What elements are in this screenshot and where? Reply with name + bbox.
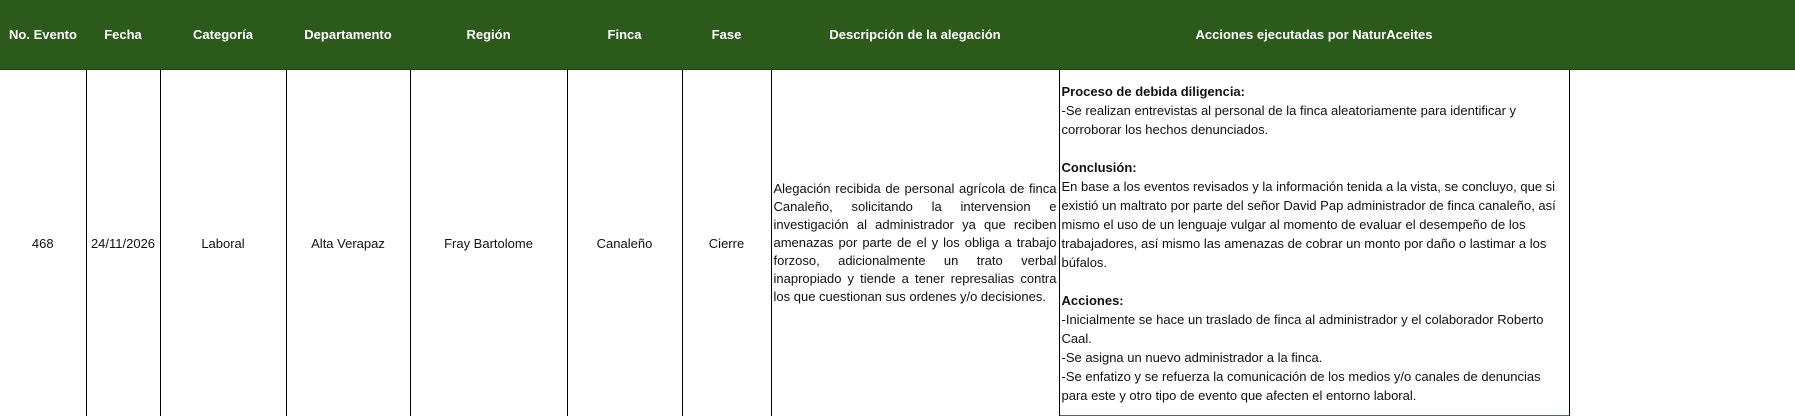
cell-finca: Canaleño: [567, 70, 682, 416]
header-row: [0, 0, 1795, 70]
cell-no-evento: 468: [0, 70, 86, 416]
cell-categoria: Laboral: [160, 70, 286, 416]
header-fase: Fase: [682, 0, 771, 70]
descripcion-text: Alegación recibida de personal agrícola de finca Canaleño, solicitando la intervension e investigación al administrador ya que reciben amenazas por parte de el y los obliga a trabajo forzoso, adicionalmente un trato verbal inapropiado y tiende a tener represalias contra los que cuestionan sus ordenes y/o decisiones.: [774, 180, 1057, 306]
header-categoria: Categoría: [160, 0, 286, 70]
spacer: [1062, 272, 1567, 291]
header-region: Región: [410, 0, 567, 70]
acciones-title: Acciones:: [1062, 291, 1567, 310]
cell-fase: Cierre: [682, 70, 771, 416]
conclusion-title: Conclusión:: [1062, 158, 1567, 177]
cell-region: Fray Bartolome: [410, 70, 567, 416]
header-finca: Finca: [567, 0, 682, 70]
table-row: [0, 70, 1795, 416]
accion-item: -Se asigna un nuevo administrador a la finca.: [1062, 348, 1567, 367]
proceso-text: -Se realizan entrevistas al personal de la finca aleatoriamente para identificar y corroborar los hechos denunciados.: [1062, 101, 1567, 139]
cell-acciones: [1059, 70, 1569, 416]
proceso-title: Proceso de debida diligencia:: [1062, 82, 1567, 101]
cell-descripcion: [771, 70, 1059, 416]
conclusion-text: En base a los eventos revisados y la información tenida a la vista, se concluyo, que si existió un maltrato por parte del señor David Pap administrador de finca canaleño, así mismo el uso de un lenguaje vulgar al momento de evaluar el desempeño de los trabajadores, así mismo las amenazas de cobrar un monto por daño o lastimar a los búfalos.: [1062, 177, 1567, 272]
accion-item: -Inicialmente se hace un traslado de finca al administrador y el colaborador Roberto Caal.: [1062, 310, 1567, 348]
cell-departamento: Alta Verapaz: [286, 70, 410, 416]
spacer: [1062, 139, 1567, 158]
header-acciones: Acciones ejecutadas por NaturAceites: [1059, 0, 1569, 70]
header-fecha: Fecha: [86, 0, 160, 70]
header-departamento: Departamento: [286, 0, 410, 70]
cell-filler: [1569, 70, 1795, 416]
header-no-evento: No. Evento: [0, 0, 86, 70]
header-descripcion: Descripción de la alegación: [771, 0, 1059, 70]
cell-fecha: 24/11/2026: [86, 70, 160, 416]
header-filler: [1569, 0, 1795, 70]
accion-item: -Se enfatizo y se refuerza la comunicación de los medios y/o canales de denuncias para este y otro tipo de evento que afecten el entorno laboral.: [1062, 367, 1567, 405]
